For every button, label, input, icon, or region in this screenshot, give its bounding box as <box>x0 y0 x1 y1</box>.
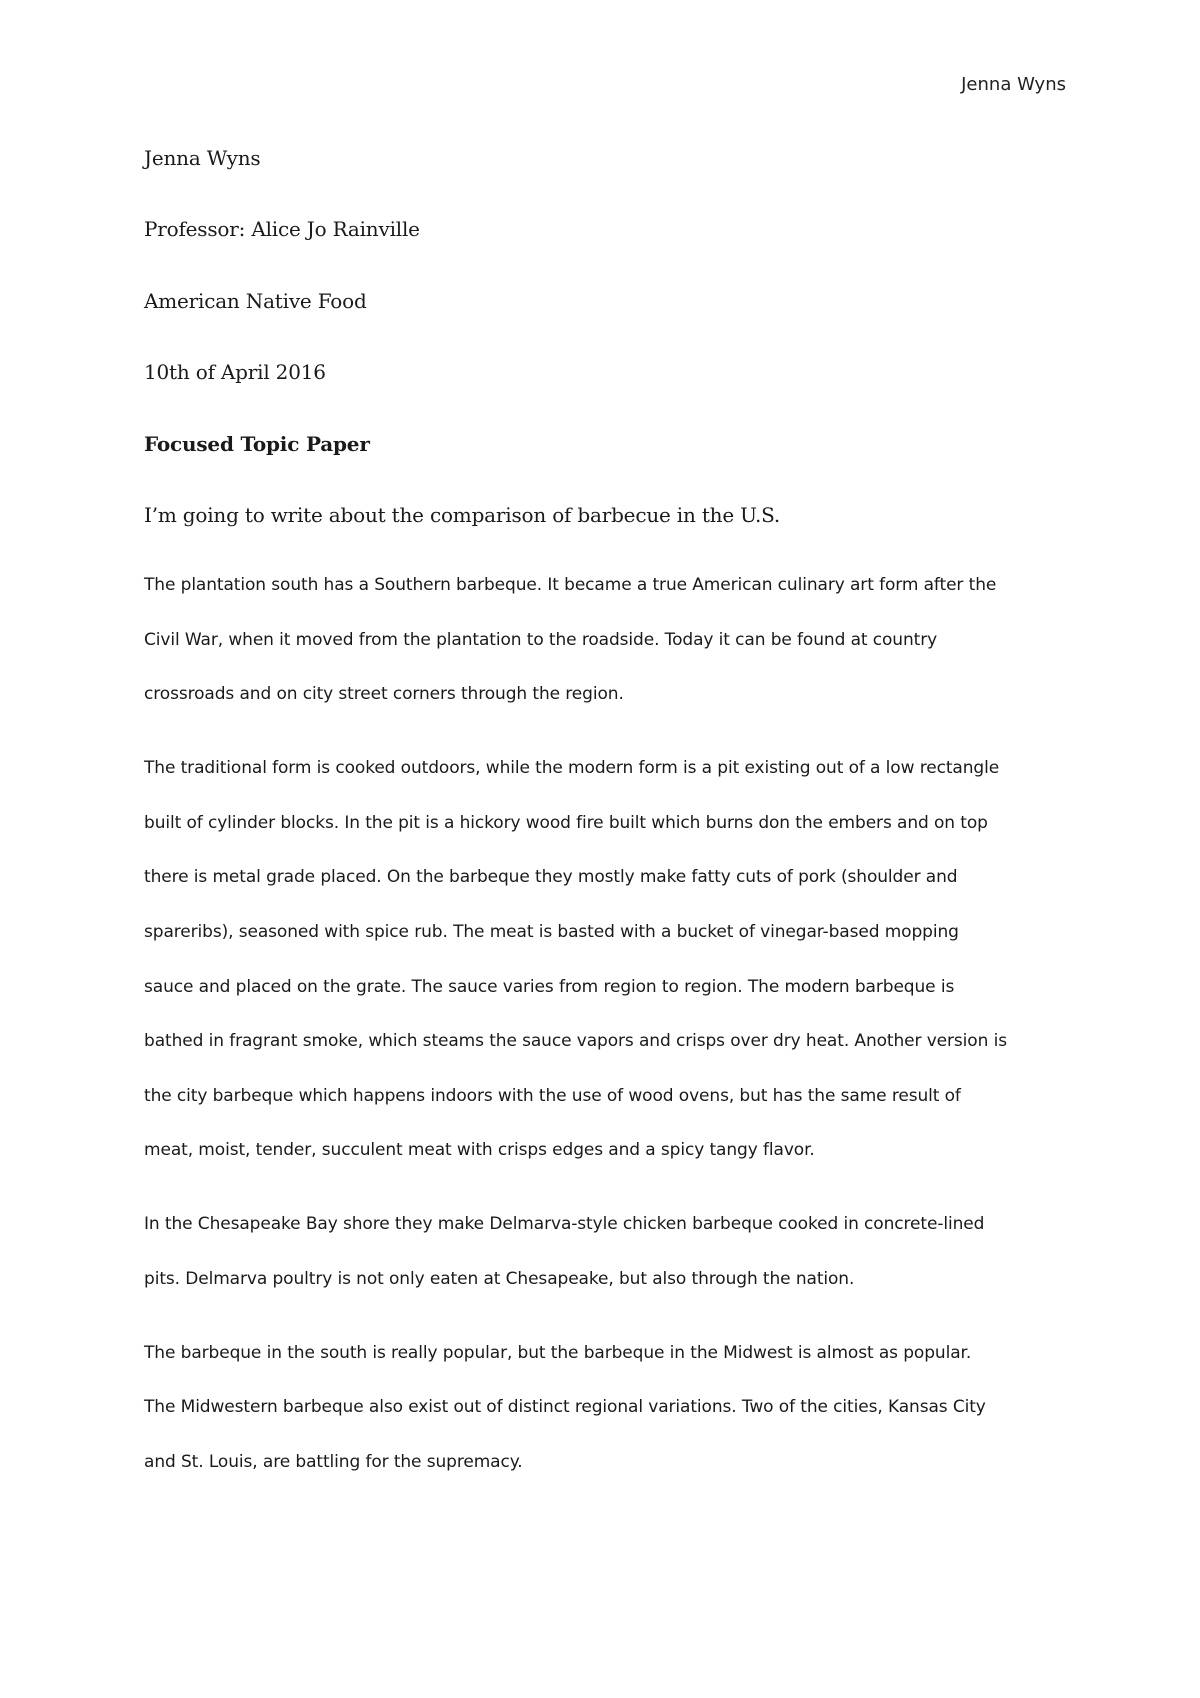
intro-line: I’m going to write about the comparison of barbecue in the U.S. <box>144 503 781 527</box>
paragraph-2-line: The traditional form is cooked outdoors, while the modern form is a pit existing out of a low rectangle <box>144 758 1000 778</box>
paragraph-4-line: The Midwestern barbeque also exist out of distinct regional variations. Two of the cities, Kansas City <box>144 1397 986 1417</box>
paragraph-4-line: The barbeque in the south is really popular, but the barbeque in the Midwest is almost as popular. <box>144 1343 972 1363</box>
running-header-author: Jenna Wyns <box>961 74 1066 95</box>
paragraph-2-line: sauce and placed on the grate. The sauce varies from region to region. The modern barbeque is <box>144 977 955 997</box>
paragraph-1-line: Civil War, when it moved from the plantation to the roadside. Today it can be found at country <box>144 630 938 650</box>
date-line: 10th of April 2016 <box>144 360 326 384</box>
paragraph-2-line: built of cylinder blocks. In the pit is a hickory wood fire built which burns don the embers and on top <box>144 813 988 833</box>
paragraph-1-line: The plantation south has a Southern barbeque. It became a true American culinary art form after the <box>144 575 997 595</box>
professor-line: Professor: Alice Jo Rainville <box>144 217 420 241</box>
paragraph-3-line: pits. Delmarva poultry is not only eaten at Chesapeake, but also through the nation. <box>144 1269 855 1289</box>
paragraph-1-line: crossroads and on city street corners through the region. <box>144 684 624 704</box>
paper-title: Focused Topic Paper <box>144 432 370 456</box>
paragraph-4-line: and St. Louis, are battling for the supremacy. <box>144 1452 523 1472</box>
paragraph-2-line: spareribs), seasoned with spice rub. The meat is basted with a bucket of vinegar-based mopping <box>144 922 959 942</box>
paragraph-2-line: bathed in fragrant smoke, which steams the sauce vapors and crisps over dry heat. Another version is <box>144 1031 1007 1051</box>
paragraph-2-line: the city barbeque which happens indoors with the use of wood ovens, but has the same result of <box>144 1086 961 1106</box>
paragraph-2-line: there is metal grade placed. On the barbeque they mostly make fatty cuts of pork (shoulder and <box>144 867 958 887</box>
paragraph-3-line: In the Chesapeake Bay shore they make Delmarva-style chicken barbeque cooked in concrete-lined <box>144 1214 985 1234</box>
paragraph-2-line: meat, moist, tender, succulent meat with crisps edges and a spicy tangy flavor. <box>144 1140 815 1160</box>
author-name: Jenna Wyns <box>144 146 261 170</box>
course-line: American Native Food <box>144 289 367 313</box>
